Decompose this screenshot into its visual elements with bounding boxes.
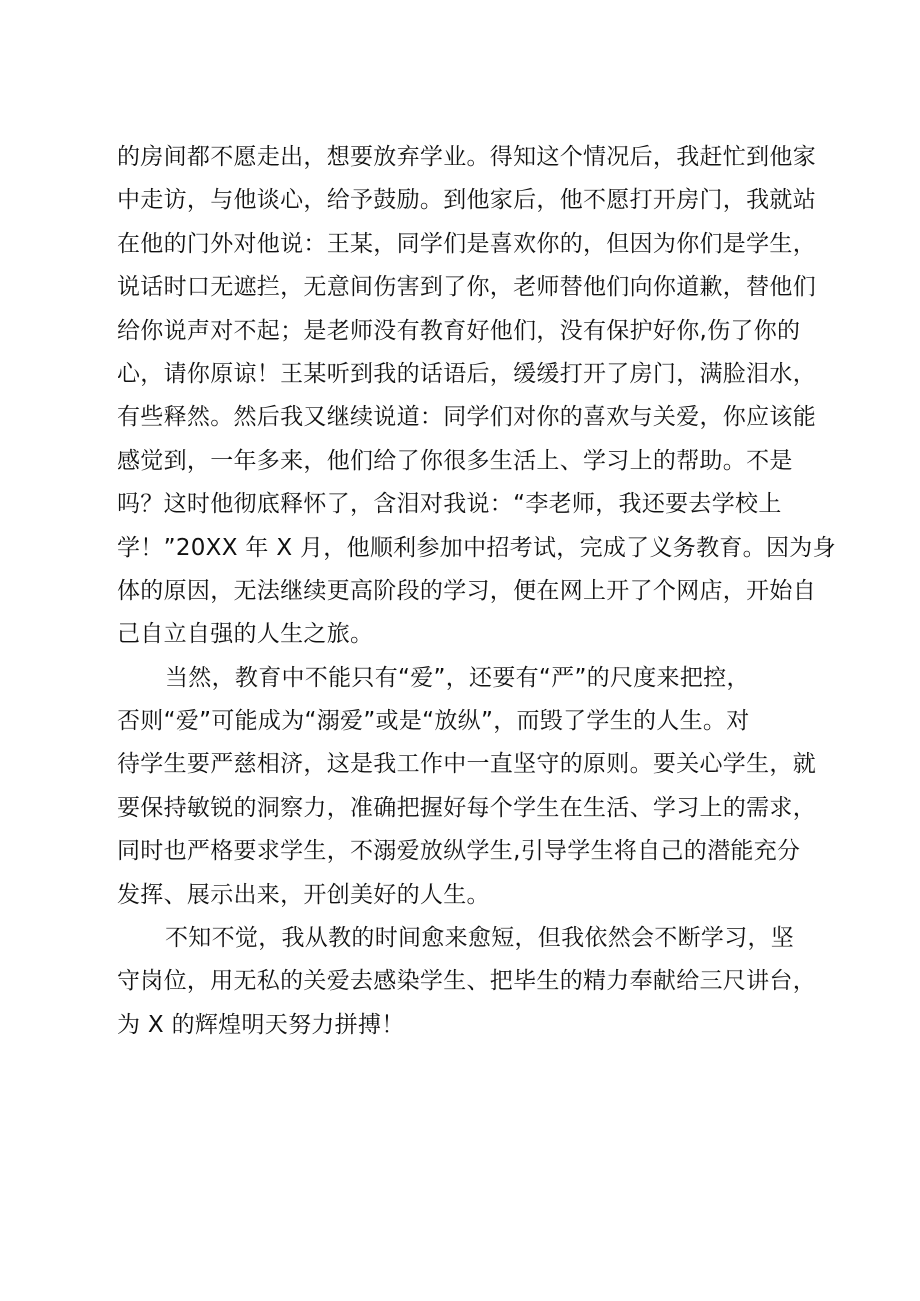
paragraph-1-line-9: 吗？这时他彻底释怀了，含泪对我说：“李老师，我还要去学校上 (117, 491, 782, 518)
paragraph-1-line-8: 感觉到，一年多来，他们给了你很多生活上、学习上的帮助。不是 (117, 447, 793, 474)
paragraph-2-line-2: 否则“爱”可能成为“溺爱”或是“放纵”，而毁了学生的人生。对 (117, 708, 750, 735)
paragraph-1-line-4: 说话时口无遮拦，无意间伤害到了你，老师替他们向你道歉，替他们 (117, 274, 816, 301)
paragraph-3-line-3: 为 X 的辉煌明天努力拼搏！ (117, 1011, 405, 1038)
paragraph-1-line-6: 心，请你原谅！王某听到我的话语后，缓缓打开了房门，满脸泪水， (117, 360, 816, 387)
paragraph-2-line-6: 发挥、展示出来，开创美好的人生。 (117, 881, 490, 908)
paragraph-1-line-10: 学！”20XX 年 X 月，他顺利参加中招考试，完成了义务教育。因为身 (117, 534, 836, 561)
paragraph-3-line-2: 守岗位，用无私的关爱去感染学生、把毕生的精力奉献给三尺讲台， (117, 968, 816, 995)
paragraph-1-line-12: 己自立自强的人生之旅。 (117, 621, 374, 648)
paragraph-2-line-5: 同时也严格要求学生，不溺爱放纵学生,引导学生将自己的潜能充分 (117, 838, 801, 865)
paragraph-2-line-1: 当然，教育中不能只有“爱”，还要有“严”的尺度来把控， (165, 664, 750, 691)
paragraph-2-line-4: 要保持敏锐的洞察力，准确把握好每个学生在生活、学习上的需求， (117, 794, 816, 821)
paragraph-1-line-11: 体的原因，无法继续更高阶段的学习，便在网上开了个网店，开始自 (117, 577, 816, 604)
paragraph-3-line-1: 不知不觉，我从教的时间愈来愈短，但我依然会不断学习，坚 (165, 925, 795, 952)
paragraph-1-line-5: 给你说声对不起；是老师没有教育好他们，没有保护好你,伤了你的 (117, 317, 801, 344)
document-body (117, 136, 836, 1047)
paragraph-1-line-3: 在他的门外对他说：王某，同学们是喜欢你的，但因为你们是学生， (117, 230, 816, 257)
paragraph-1-line-1: 的房间都不愿走出，想要放弃学业。得知这个情况后，我赶忙到他家 (117, 144, 816, 170)
paragraph-1-line-7: 有些释然。然后我又继续说道：同学们对你的喜欢与关爱，你应该能 (117, 404, 816, 431)
paragraph-2-line-3: 待学生要严慈相济，这是我工作中一直坚守的原则。要关心学生，就 (117, 751, 816, 778)
paragraph-1-line-2: 中走访，与他谈心，给予鼓励。到他家后，他不愿打开房门，我就站 (117, 187, 816, 214)
